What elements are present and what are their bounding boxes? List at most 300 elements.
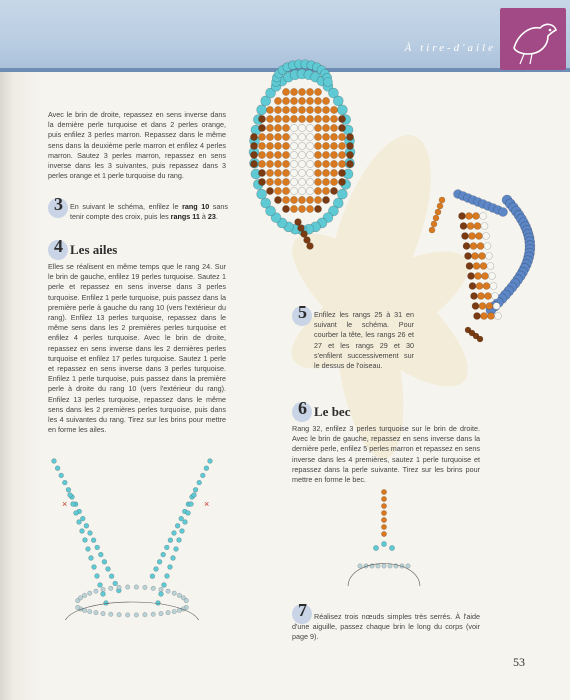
body-bead bbox=[474, 313, 481, 320]
bead-bird-front-photo bbox=[232, 52, 372, 252]
beak-bead bbox=[381, 510, 386, 515]
diagram-bead bbox=[117, 585, 121, 589]
diagram-bead bbox=[177, 593, 181, 597]
body-bead bbox=[483, 233, 490, 240]
diagram-bead bbox=[150, 574, 155, 579]
body-bead bbox=[314, 115, 321, 122]
diagram-bead bbox=[172, 609, 176, 613]
body-bead bbox=[298, 115, 305, 122]
body-bead bbox=[298, 178, 305, 185]
diagram-bead bbox=[125, 613, 129, 617]
diagram-bead bbox=[95, 574, 100, 579]
body-bead bbox=[274, 142, 281, 149]
step-6-heading: Le bec bbox=[314, 404, 351, 419]
body-bead bbox=[282, 106, 289, 113]
body-bead bbox=[322, 160, 329, 167]
body-bead bbox=[274, 196, 281, 203]
cross-mark: × bbox=[62, 499, 68, 509]
body-bead bbox=[314, 124, 321, 131]
diagram-bead bbox=[109, 612, 113, 616]
body-bead bbox=[482, 273, 489, 280]
body-bead bbox=[472, 303, 479, 310]
diagram-bead bbox=[98, 583, 103, 588]
body-bead bbox=[485, 293, 492, 300]
body-bead bbox=[488, 313, 495, 320]
body-bead bbox=[306, 196, 313, 203]
body-bead bbox=[290, 169, 297, 176]
body-bead bbox=[306, 133, 313, 140]
body-bead bbox=[290, 142, 297, 149]
body-bead bbox=[298, 187, 305, 194]
diagram-bead bbox=[76, 605, 80, 609]
diagram-bead bbox=[74, 511, 79, 516]
body-bead bbox=[274, 160, 281, 167]
step-3-text: En suivant le schéma, enfilez le rang 10 sans tenir compte des croix, puis les rangs 11 à 23. bbox=[70, 202, 228, 222]
body-bead bbox=[274, 151, 281, 158]
body-bead bbox=[258, 151, 265, 158]
diagram-bead bbox=[168, 538, 173, 543]
body-bead bbox=[266, 124, 273, 131]
step-7-text: Réalisez trois nœuds simples très serrés. À l'aide d'une aiguille, passez chaque brin le long du corps (voir page 9). bbox=[292, 612, 480, 642]
body-bead bbox=[330, 106, 337, 113]
step-7-number: 7 bbox=[298, 600, 307, 620]
body-bead bbox=[468, 273, 475, 280]
body-bead bbox=[314, 196, 321, 203]
diagram-bead bbox=[101, 592, 106, 597]
body-bead bbox=[322, 106, 329, 113]
diagram-bead bbox=[94, 589, 98, 593]
diagram-bead bbox=[134, 613, 138, 617]
body-bead bbox=[290, 124, 297, 131]
body-bead bbox=[481, 313, 488, 320]
diagram-bead bbox=[180, 529, 185, 534]
body-bead bbox=[483, 283, 490, 290]
body-bead bbox=[306, 106, 313, 113]
brown-bead bbox=[477, 336, 483, 342]
diagram-bead bbox=[88, 591, 92, 595]
body-bead bbox=[346, 151, 353, 158]
beak-bead bbox=[381, 489, 386, 494]
body-bead bbox=[290, 205, 297, 212]
diagram-bead bbox=[91, 538, 96, 543]
body-bead bbox=[338, 124, 345, 131]
body-bead bbox=[471, 293, 478, 300]
body-bead bbox=[298, 106, 305, 113]
body-bead bbox=[290, 106, 297, 113]
diagram-bead bbox=[186, 511, 191, 516]
body-bead bbox=[346, 133, 353, 140]
body-bead bbox=[475, 273, 482, 280]
body-bead bbox=[258, 115, 265, 122]
body-bead bbox=[282, 133, 289, 140]
body-bead bbox=[490, 283, 497, 290]
wings-diagram bbox=[42, 455, 222, 620]
diagram-bead bbox=[78, 596, 82, 600]
turquoise-bead bbox=[324, 78, 333, 87]
body-bead bbox=[306, 205, 313, 212]
body-bead bbox=[473, 213, 480, 220]
body-bead bbox=[306, 88, 313, 95]
diagram-bead bbox=[406, 564, 410, 568]
body-bead bbox=[322, 178, 329, 185]
body-bead bbox=[338, 133, 345, 140]
diagram-bead bbox=[157, 559, 162, 564]
body-bead bbox=[330, 151, 337, 158]
body-bead bbox=[330, 169, 337, 176]
beak-bead bbox=[437, 203, 443, 209]
diagram-bead bbox=[166, 610, 170, 614]
body-bead bbox=[477, 243, 484, 250]
body-bead bbox=[258, 160, 265, 167]
body-bead bbox=[266, 133, 273, 140]
diagram-bead bbox=[102, 559, 107, 564]
body-bead bbox=[290, 187, 297, 194]
body-bead bbox=[266, 169, 273, 176]
body-bead bbox=[290, 133, 297, 140]
diagram-bead bbox=[172, 591, 176, 595]
body-bead bbox=[306, 187, 313, 194]
body-bead bbox=[467, 223, 474, 230]
body-bead bbox=[338, 178, 345, 185]
body-bead bbox=[282, 205, 289, 212]
body-bead bbox=[306, 151, 313, 158]
body-bead bbox=[282, 187, 289, 194]
body-bead bbox=[322, 97, 329, 104]
beak-bead bbox=[435, 209, 441, 215]
body-bead bbox=[466, 263, 473, 270]
body-bead bbox=[338, 151, 345, 158]
beak-bead bbox=[381, 531, 386, 536]
diagram-bead bbox=[94, 610, 98, 614]
chapter-title: À tire-d'aile bbox=[404, 42, 496, 54]
blue-bead bbox=[499, 208, 508, 217]
body-bead bbox=[306, 97, 313, 104]
body-bead bbox=[465, 253, 472, 260]
diagram-bead bbox=[89, 556, 94, 561]
body-bead bbox=[282, 169, 289, 176]
turquoise-bead bbox=[257, 105, 267, 115]
diagram-bead bbox=[117, 613, 121, 617]
diagram-bead bbox=[389, 545, 394, 550]
body-bead bbox=[306, 169, 313, 176]
body-bead bbox=[290, 88, 297, 95]
beak-bead bbox=[431, 221, 437, 227]
body-bead bbox=[330, 142, 337, 149]
diagram-bead bbox=[381, 541, 386, 546]
body-bead bbox=[470, 243, 477, 250]
beak-bead bbox=[381, 517, 386, 522]
step-4-number: 4 bbox=[54, 236, 63, 256]
diagram-bead bbox=[358, 564, 362, 568]
body-bead bbox=[472, 253, 479, 260]
diagram-bead bbox=[388, 564, 392, 568]
body-bead bbox=[274, 133, 281, 140]
body-bead bbox=[250, 160, 257, 167]
body-bead bbox=[484, 243, 491, 250]
turquoise-bead bbox=[261, 198, 271, 208]
body-bead bbox=[330, 133, 337, 140]
body-bead bbox=[298, 142, 305, 149]
diagram-bead bbox=[101, 587, 105, 591]
body-bead bbox=[266, 142, 273, 149]
body-bead bbox=[266, 115, 273, 122]
diagram-bead bbox=[184, 598, 188, 602]
body-bead bbox=[314, 169, 321, 176]
diagram-bead bbox=[86, 547, 91, 552]
step-4-heading: Les ailes bbox=[70, 242, 118, 257]
body-bead bbox=[314, 97, 321, 104]
diagram-bead bbox=[106, 567, 111, 572]
diagram-bead bbox=[151, 612, 155, 616]
diagram-bead bbox=[55, 466, 60, 471]
diagram-bead bbox=[98, 552, 103, 557]
diagram-bead bbox=[171, 556, 176, 561]
diagram-bead bbox=[183, 520, 188, 525]
diagram-bead bbox=[159, 587, 163, 591]
body-bead bbox=[486, 303, 493, 310]
bird-badge bbox=[500, 8, 566, 70]
diagram-bead bbox=[161, 552, 166, 557]
body-bead bbox=[266, 187, 273, 194]
diagram-bead bbox=[143, 613, 147, 617]
body-bead bbox=[492, 293, 499, 300]
body-bead bbox=[298, 205, 305, 212]
diagram-bead bbox=[59, 473, 64, 478]
body-bead bbox=[306, 142, 313, 149]
step-6-number: 6 bbox=[298, 398, 307, 418]
diagram-bead bbox=[382, 564, 386, 568]
diagram-bead bbox=[68, 493, 73, 498]
body-bead bbox=[476, 233, 483, 240]
diagram-bead bbox=[88, 531, 93, 536]
body-bead bbox=[274, 187, 281, 194]
body-bead bbox=[314, 187, 321, 194]
beak-bead bbox=[433, 215, 439, 221]
body-bead bbox=[250, 133, 257, 140]
body-bead bbox=[266, 151, 273, 158]
body-bead bbox=[459, 213, 466, 220]
body-bead bbox=[466, 213, 473, 220]
body-bead bbox=[282, 178, 289, 185]
body-bead bbox=[481, 223, 488, 230]
diagram-bead bbox=[177, 538, 182, 543]
diagram-bead bbox=[168, 565, 173, 570]
body-bead bbox=[463, 243, 470, 250]
body-bead bbox=[274, 169, 281, 176]
diagram-bead bbox=[134, 585, 138, 589]
body-bead bbox=[330, 187, 337, 194]
body-bead bbox=[290, 97, 297, 104]
diagram-bead bbox=[208, 459, 213, 464]
body-bead bbox=[306, 124, 313, 131]
diagram-bead bbox=[109, 574, 114, 579]
body-bead bbox=[298, 124, 305, 131]
body-bead bbox=[290, 115, 297, 122]
body-bead bbox=[290, 151, 297, 158]
body-bead bbox=[322, 133, 329, 140]
step-3-number: 3 bbox=[54, 194, 63, 214]
diagram-bead bbox=[80, 516, 85, 521]
body-bead bbox=[298, 169, 305, 176]
body-bead bbox=[314, 178, 321, 185]
diagram-bead bbox=[88, 609, 92, 613]
diagram-bead bbox=[189, 502, 194, 507]
diagram-bead bbox=[80, 529, 85, 534]
step-5-number: 5 bbox=[298, 302, 307, 322]
beak-bead bbox=[381, 496, 386, 501]
diagram-bead bbox=[104, 601, 109, 606]
diagram-bead bbox=[179, 516, 184, 521]
body-bead bbox=[266, 160, 273, 167]
body-bead bbox=[298, 133, 305, 140]
diagram-bead bbox=[165, 574, 170, 579]
cross-mark: × bbox=[204, 499, 210, 509]
body-bead bbox=[314, 151, 321, 158]
body-bead bbox=[298, 88, 305, 95]
body-bead bbox=[469, 233, 476, 240]
body-bead bbox=[322, 142, 329, 149]
body-bead bbox=[282, 160, 289, 167]
intro-paragraph: Avec le brin de droite, repassez en sens inverse dans la dernière perle turquoise et dans 2 perles orange, puis enfilez 3 perles marron. Repassez dans le même sens dans la deuxième perle marron et enfilez 4 perles marron. Sautez 3 perles marron, repassez en sens inverse dans les 3 suivantes, puis repassez dans 3 perles orange et 1 perle turquoise du rang. bbox=[48, 110, 226, 181]
body-bead bbox=[486, 253, 493, 260]
body-bead bbox=[306, 178, 313, 185]
body-bead bbox=[274, 178, 281, 185]
body-bead bbox=[322, 151, 329, 158]
body-bead bbox=[346, 142, 353, 149]
body-bead bbox=[274, 106, 281, 113]
beak-bead bbox=[381, 524, 386, 529]
body-bead bbox=[266, 178, 273, 185]
diagram-bead bbox=[154, 567, 159, 572]
diagram-bead bbox=[162, 583, 167, 588]
body-bead bbox=[322, 196, 329, 203]
beak-bead bbox=[439, 197, 445, 203]
diagram-bead bbox=[71, 502, 76, 507]
diagram-bead bbox=[77, 520, 82, 525]
body-bead bbox=[330, 160, 337, 167]
body-bead bbox=[487, 263, 494, 270]
beak-diagram bbox=[340, 486, 430, 596]
body-bead bbox=[258, 133, 265, 140]
bead-bird-side-photo bbox=[428, 180, 548, 350]
body-bead bbox=[314, 106, 321, 113]
body-bead bbox=[495, 313, 502, 320]
body-bead bbox=[298, 97, 305, 104]
diagram-bead bbox=[151, 586, 155, 590]
step-4-text: Elles se réalisent en même temps que le rang 24. Sur le brin de gauche, enfilez 19 perles turquoise. Sautez 1 perle et repassez en sens inverse dans 3 perles turquoise. Enfilez 1 perle turquoise, puis passez dans la première perle à gauche du rang 10 (vers l'extérieur du rang). Enfilez 13 perles turquoise, repassez dans le même sens dans les 2 premières perles turquoise et enfilez 4 perles turquoise. Avec le brin de droite, repassez en sens inverse dans les 2 dernières perles turquoise et enfilez 17 perles turquoise. Sautez 1 perle et repassez en sens inverse dans 3 perles turquoise. Enfilez 1 perle turquoise, puis passez dans la première perle à droite du rang 10 (vers l'extérieur du rang). Enfilez 13 perles turquoise, repassez dans le même sens dans les 2 premières perles turquoise, puis dans les 4 suivantes du rang. Tirez sur les brins pour mettre en forme les ailes. bbox=[48, 262, 226, 435]
body-bead bbox=[282, 142, 289, 149]
diagram-bead bbox=[204, 466, 209, 471]
turquoise-bead bbox=[333, 96, 343, 106]
body-bead bbox=[489, 273, 496, 280]
body-bead bbox=[258, 178, 265, 185]
body-bead bbox=[306, 115, 313, 122]
diagram-bead bbox=[62, 480, 67, 485]
diagram-bead bbox=[193, 487, 198, 492]
body-bead bbox=[322, 115, 329, 122]
diagram-bead bbox=[159, 592, 164, 597]
body-bead bbox=[330, 178, 337, 185]
body-bead bbox=[322, 169, 329, 176]
diagram-bead bbox=[174, 547, 179, 552]
diagram-bead bbox=[156, 601, 161, 606]
diagram-bead bbox=[113, 581, 118, 586]
body-bead bbox=[282, 196, 289, 203]
diagram-bead bbox=[376, 564, 380, 568]
body-bead bbox=[290, 196, 297, 203]
diagram-bead bbox=[192, 493, 197, 498]
body-bead bbox=[274, 124, 281, 131]
body-bead bbox=[330, 124, 337, 131]
body-bead bbox=[298, 196, 305, 203]
page-number: 53 bbox=[513, 655, 525, 669]
body-bead bbox=[480, 263, 487, 270]
diagram-bead bbox=[52, 459, 57, 464]
body-bead bbox=[290, 160, 297, 167]
diagram-bead bbox=[200, 473, 205, 478]
step-6-text: Rang 32, enfilez 3 perles turquoise sur le brin de droite. Avec le brin de gauche, repassez en sens inverse dans la dernière perle, enfilez 5 perles marron et repassez en sens inverse dans les 4 premières, sautez 1 perle turquoise et repassez dans la perle suivante. Tirez sur les brins pour mettre en forme le bec. bbox=[292, 424, 480, 485]
diagram-bead bbox=[166, 589, 170, 593]
diagram-bead bbox=[84, 523, 89, 528]
body-bead bbox=[473, 263, 480, 270]
body-bead bbox=[266, 106, 273, 113]
diagram-bead bbox=[159, 611, 163, 615]
body-bead bbox=[314, 160, 321, 167]
beak-bead bbox=[429, 227, 435, 233]
bird-icon bbox=[500, 8, 566, 70]
diagram-bead bbox=[143, 585, 147, 589]
turquoise-bead bbox=[337, 105, 347, 115]
diagram-bead bbox=[164, 545, 169, 550]
body-bead bbox=[338, 142, 345, 149]
body-bead bbox=[282, 151, 289, 158]
body-bead bbox=[306, 160, 313, 167]
body-bead bbox=[462, 233, 469, 240]
diagram-bead bbox=[83, 538, 88, 543]
body-bead bbox=[469, 283, 476, 290]
diagram-bead bbox=[175, 523, 180, 528]
body-bead bbox=[322, 187, 329, 194]
body-bead bbox=[298, 151, 305, 158]
body-bead bbox=[479, 253, 486, 260]
diagram-bead bbox=[95, 545, 100, 550]
step-5-text: Enfilez les rangs 25 à 31 en suivant le schéma. Pour courber la tête, les rangs 26 et 27 et les rangs 29 et 30 s'enfilent successivement sur le dessus de l'oiseau. bbox=[314, 310, 414, 371]
body-bead bbox=[338, 160, 345, 167]
body-bead bbox=[330, 115, 337, 122]
body-bead bbox=[338, 169, 345, 176]
diagram-bead bbox=[197, 480, 202, 485]
diagram-bead bbox=[109, 586, 113, 590]
body-bead bbox=[282, 88, 289, 95]
body-bead bbox=[493, 303, 500, 310]
body-bead bbox=[250, 151, 257, 158]
body-bead bbox=[258, 142, 265, 149]
body-bead bbox=[282, 97, 289, 104]
diagram-bead bbox=[66, 487, 71, 492]
body-bead bbox=[282, 115, 289, 122]
diagram-bead bbox=[92, 565, 97, 570]
turquoise-bead bbox=[337, 189, 347, 199]
diagram-bead bbox=[101, 611, 105, 615]
diagram-bead bbox=[373, 545, 378, 550]
body-bead bbox=[314, 142, 321, 149]
body-bead bbox=[322, 124, 329, 131]
body-bead bbox=[258, 169, 265, 176]
body-bead bbox=[298, 160, 305, 167]
body-bead bbox=[478, 293, 485, 300]
diagram-bead bbox=[172, 531, 177, 536]
body-bead bbox=[338, 115, 345, 122]
